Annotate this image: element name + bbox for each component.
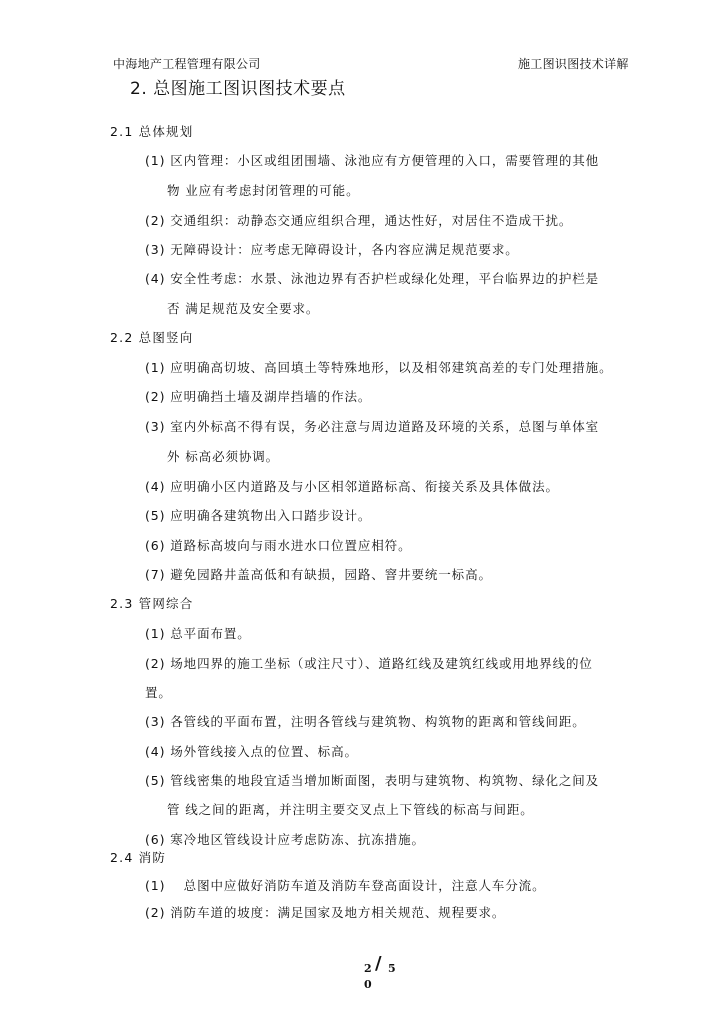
text-line: (2) 场地四界的施工坐标（或注尺寸）、道路红线及建筑红线或用地界线的位	[145, 656, 593, 671]
text-line: 外 标高必须协调。	[167, 449, 280, 464]
text-line: 置。	[145, 685, 172, 700]
page-number-total-wrap: 0	[364, 978, 372, 991]
text-line: (6) 寒冷地区管线设计应考虑防冻、抗冻措施。	[145, 832, 425, 847]
text-line: (2) 应明确挡土墙及湖岸挡墙的作法。	[145, 389, 372, 404]
text-line: (2) 消防车道的坡度：满足国家及地方相关规范、规程要求。	[145, 905, 506, 920]
page-title: 2. 总图施工图识图技术要点	[130, 79, 346, 99]
text-line: (2) 交通组织：动静态交通应组织合理，通达性好，对居住不造成干扰。	[145, 213, 573, 228]
text-line: (1) 总平面布置。	[145, 626, 251, 641]
text-line: (1) 应明确高切坡、高回填土等特殊地形，以及相邻建筑高差的专门处理措施。	[145, 360, 613, 375]
section-heading-2-1: 2.1 总体规划	[110, 124, 194, 139]
page-number-total: 5	[388, 962, 396, 975]
text-line: (1) 区内管理：小区或组团围墙、泳池应有方便管理的入口，需要管理的其他	[145, 153, 600, 168]
text-line: (7) 避免园路井盖高低和有缺损，园路、窨井要统一标高。	[145, 567, 492, 582]
text-line: (3) 无障碍设计：应考虑无障碍设计，各内容应满足规范要求。	[145, 242, 519, 257]
header-company: 中海地产工程管理有限公司	[113, 57, 261, 71]
page-number-slash: /	[375, 953, 382, 974]
text-line: (5) 应明确各建筑物出入口踏步设计。	[145, 508, 372, 523]
text-line: (4) 场外管线接入点的位置、标高。	[145, 744, 358, 759]
text-line: (4) 安全性考虑：水景、泳池边界有否护栏或绿化处理，平台临界边的护栏是	[145, 271, 600, 286]
text-line: (6) 道路标高坡向与雨水进水口位置应相符。	[145, 538, 412, 553]
section-heading-2-2: 2.2 总图竖向	[110, 330, 194, 345]
text-line: (5) 管线密集的地段宜适当增加断面图，表明与建筑物、构筑物、绿化之间及	[145, 773, 600, 788]
text-line: 物 业应有考虑封闭管理的可能。	[167, 183, 360, 198]
section-heading-2-3: 2.3 管网综合	[110, 596, 194, 611]
text-line: 管 线之间的距离，并注明主要交叉点上下管线的标高与间距。	[167, 802, 534, 817]
text-line: 否 满足规范及安全要求。	[167, 301, 320, 316]
page-number-current: 2	[364, 962, 372, 975]
header-doc-title: 施工图识图技术详解	[518, 57, 629, 71]
text-line: (3) 室内外标高不得有误，务必注意与周边道路及环境的关系，总图与单体室	[145, 419, 600, 434]
text-line: (1) 总图中应做好消防车道及消防车登高面设计，注意人车分流。	[145, 878, 546, 893]
section-heading-2-4: 2.4 消防	[110, 850, 167, 865]
text-line: (4) 应明确小区内道路及与小区相邻道路标高、衔接关系及具体做法。	[145, 479, 559, 494]
text-line: (3) 各管线的平面布置，注明各管线与建筑物、构筑物的距离和管线间距。	[145, 714, 586, 729]
